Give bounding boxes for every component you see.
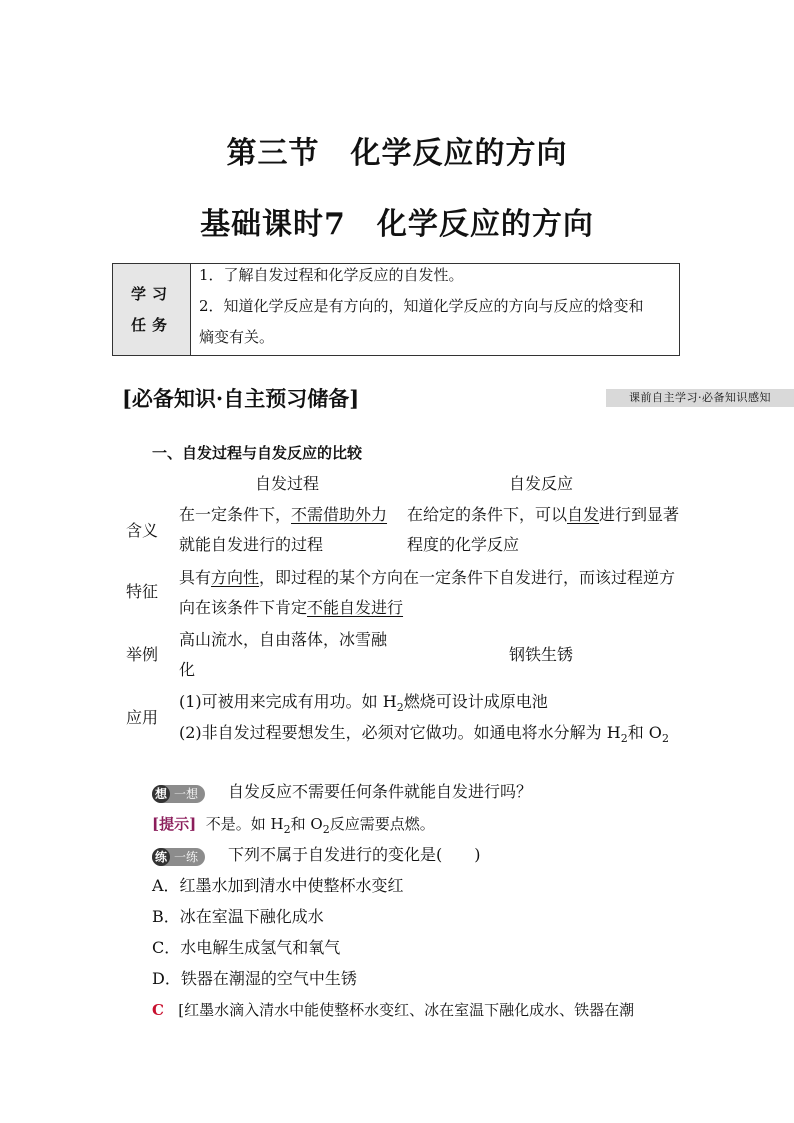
underline-spontaneous: 自发 — [567, 505, 600, 524]
think-badge-char: 想 — [152, 785, 170, 803]
comparison-heading: 一、自发过程与自发反应的比较 — [152, 444, 363, 462]
feature-line-2: 向在该条件下肯定不能自发进行 — [179, 598, 404, 617]
meaning-process-line-2: 就能自发进行的过程 — [179, 535, 324, 554]
answer-letter: C — [152, 1001, 164, 1019]
section-title: 第三节 化学反应的方向 — [226, 136, 568, 171]
column-header-reaction: 自发反应 — [509, 474, 574, 493]
row-label-application: 应用 — [126, 708, 159, 727]
meaning-process-line-1: 在一定条件下，不需借助外力 — [179, 505, 388, 524]
answer-explanation — [152, 1000, 634, 1020]
task-item-2-line-1: 2．知道化学反应是有方向的，知道化学反应的方向与反应的焓变和 — [199, 297, 644, 315]
row-label-feature: 特征 — [126, 582, 159, 601]
task-item-2-line-2: 熵变有关。 — [199, 328, 275, 346]
underline-directionality: 方向性 — [211, 568, 260, 587]
think-question: 自发反应不需要任何条件就能自发进行吗？ — [228, 782, 533, 801]
row-label-meaning: 含义 — [126, 521, 159, 540]
section-header: [必备知识·自主预习储备] — [122, 386, 360, 411]
practice-badge-text: 一练 — [174, 850, 199, 864]
task-item-1: 1．了解自发过程和化学反应的自发性。 — [199, 266, 464, 284]
option-a: A．红墨水加到清水中使整杯水变红 — [152, 876, 404, 895]
application-line-1: (1)可被用来完成有用功。如 $H_2$燃烧可设计成原电池 — [179, 692, 548, 715]
learning-task-label — [113, 264, 191, 355]
answer-text: [红墨水滴入清水中能使整杯水变红、冰在室温下融化成水、铁器在潮 — [178, 1001, 635, 1019]
application-line-2: (2)非自发过程要想发生，必须对它做功。如通电将水分解为 $H_2$和 $O_2$ — [179, 723, 669, 746]
practice-badge — [152, 846, 205, 866]
practice-question: 下列不属于自发进行的变化是( ) — [228, 845, 481, 864]
option-c: C．水电解生成氢气和氧气 — [152, 938, 341, 957]
column-header-process: 自发过程 — [255, 474, 320, 493]
feature-line-1: 具有方向性，即过程的某个方向在一定条件下自发进行，而该过程逆方 — [179, 568, 676, 587]
lesson-title: 基础课时7 化学反应的方向 — [200, 207, 594, 242]
underline-cannot-proceed: 不能自发进行 — [307, 598, 404, 617]
learning-task-box — [112, 263, 680, 356]
task-label-line-2: 任务 — [130, 316, 173, 334]
row-label-example: 举例 — [126, 645, 159, 664]
example-process-line-2: 化 — [179, 660, 196, 679]
think-badge-text: 一想 — [174, 787, 199, 801]
section-tag: 课前自主学习·必备知识感知 — [606, 389, 794, 407]
underline-no-external-force: 不需借助外力 — [291, 505, 388, 524]
think-badge — [152, 783, 205, 803]
option-b: B．冰在室温下融化成水 — [152, 907, 324, 926]
example-reaction: 钢铁生锈 — [509, 645, 574, 664]
think-hint: [提示] 不是。如 $H_2$和 $O_2$反应需要点燃。 — [152, 815, 435, 836]
practice-badge-char: 练 — [152, 848, 170, 866]
meaning-reaction-line-1: 在给定的条件下，可以自发进行到显著 — [407, 505, 680, 524]
option-d: D．铁器在潮湿的空气中生锈 — [152, 969, 357, 988]
task-label-line-1: 学习 — [130, 285, 173, 303]
meaning-reaction-line-2: 程度的化学反应 — [407, 535, 520, 554]
hint-label: [提示] — [152, 815, 197, 833]
example-process-line-1: 高山流水，自由落体，冰雪融 — [179, 630, 388, 649]
